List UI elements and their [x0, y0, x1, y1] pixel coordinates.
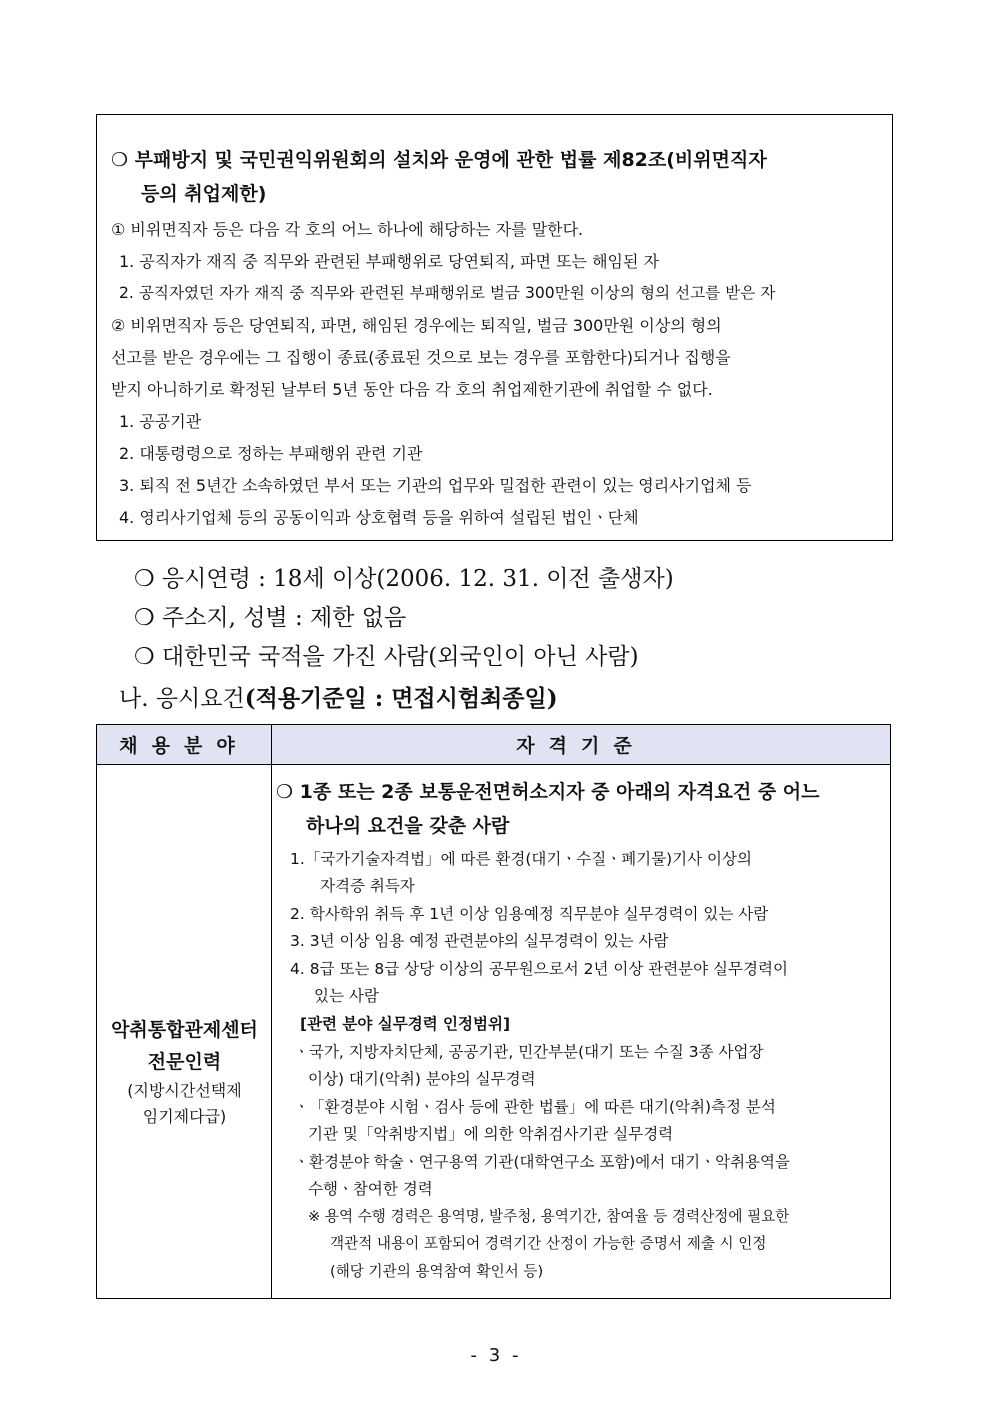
criteria-line: ㆍ환경분야 학술ㆍ연구용역 기관(대학연구소 포함)에서 대기ㆍ악취용역을	[294, 1153, 790, 1171]
criteria-line: 기관 및「악취방지법」에 의한 악취검사기관 실무경력	[308, 1125, 674, 1143]
criteria-cell	[271, 764, 891, 1299]
criteria-line: 4. 8급 또는 8급 상당 이상의 공무원으로서 2년 이상 관련분야 실무경력이	[290, 960, 788, 978]
field-sub-line1: (지방시간선택제	[127, 1081, 242, 1100]
law-line: 3. 퇴직 전 5년간 소속하였던 부서 또는 기관의 업무와 밀접한 관련이 있는 영리사기업체 등	[119, 476, 752, 495]
law-line: 1. 공공기관	[119, 412, 202, 431]
criteria-line: 3. 3년 이상 임용 예정 관련분야의 실무경력이 있는 사람	[290, 932, 669, 950]
law-line: ① 비위면직자 등은 다음 각 호의 어느 하나에 해당하는 자를 말한다.	[111, 220, 584, 239]
law-box	[96, 114, 893, 541]
law-line: 선고를 받은 경우에는 그 집행이 종료(종료된 것으로 보는 경우를 포함한다)되거나 집행을	[111, 348, 731, 367]
criteria-note: ※ 용역 수행 경력은 용역명, 발주청, 용역기간, 참여율 등 경력산정에 필요한	[308, 1208, 790, 1225]
criteria-line: 이상) 대기(악취) 분야의 실무경력	[308, 1070, 536, 1088]
bullet-nationality: ❍ 대한민국 국적을 가진 사람(외국인이 아닌 사람)	[134, 644, 639, 670]
criteria-line: 자격증 취득자	[320, 877, 415, 895]
criteria-note: (해당 기관의 용역참여 확인서 등)	[330, 1263, 544, 1280]
page-number: - 3 -	[470, 1345, 522, 1366]
bullet-age: ❍ 응시연령 : 18세 이상(2006. 12. 31. 이전 출생자)	[134, 566, 674, 592]
criteria-main-line2: 하나의 요건을 갖춘 사람	[306, 815, 510, 837]
law-line: 2. 대통령령으로 정하는 부패행위 관련 기관	[119, 444, 423, 463]
law-line: 2. 공직자였던 자가 재직 중 직무와 관련된 부패행위로 벌금 300만원 이상의 형의 선고를 받은 자	[119, 284, 776, 302]
criteria-line: ㆍ「환경분야 시험ㆍ검사 등에 관한 법률」에 따른 대기(악취)측정 분석	[294, 1098, 776, 1116]
section-bold: (적용기준일 : 면접시험최종일)	[244, 685, 558, 712]
criteria-line: 2. 학사학위 취득 후 1년 이상 임용예정 직무분야 실무경력이 있는 사람	[290, 905, 769, 923]
criteria-range-heading: [관련 분야 실무경력 인정범위]	[300, 1015, 511, 1033]
field-cell	[96, 764, 272, 1299]
field-name-line1: 악취통합관제센터	[111, 1019, 258, 1041]
requirements-table	[96, 724, 891, 1299]
law-title-line1: ❍ 부패방지 및 국민권익위원회의 설치와 운영에 관한 법률 제82조(비위면직자	[111, 149, 767, 171]
bullet-address-gender: ❍ 주소지, 성별 : 제한 없음	[134, 605, 407, 631]
criteria-line: 수행ㆍ참여한 경력	[308, 1180, 433, 1198]
law-line: 1. 공직자가 재직 중 직무와 관련된 부패행위로 당연퇴직, 파면 또는 해임된 자	[119, 252, 659, 271]
field-name-line2: 전문인력	[147, 1051, 222, 1073]
header-criteria: 자격기준	[271, 724, 891, 765]
criteria-line: 1.「국가기술자격법」에 따른 환경(대기ㆍ수질ㆍ폐기물)기사 이상의	[290, 850, 752, 868]
criteria-line: 있는 사람	[314, 987, 379, 1005]
law-line: ② 비위면직자 등은 당연퇴직, 파면, 해임된 경우에는 퇴직일, 벌금 300만원 이상의 형의	[111, 316, 722, 335]
criteria-note: 객관적 내용이 포함되어 경력기간 산정이 가능한 증명서 제출 시 인정	[330, 1235, 767, 1252]
criteria-main-line1: ❍ 1종 또는 2종 보통운전면허소지자 중 아래의 자격요건 중 어느	[276, 781, 820, 803]
law-line: 받지 아니하기로 확정된 날부터 5년 동안 다음 각 호의 취업제한기관에 취업할 수 없다.	[111, 380, 713, 399]
criteria-line: ㆍ국가, 지방자치단체, 공공기관, 민간부분(대기 또는 수질 3종 사업장	[294, 1043, 764, 1061]
section-prefix: 나. 응시요건	[119, 686, 245, 712]
header-field: 채용분야	[96, 724, 272, 765]
law-line: 4. 영리사기업체 등의 공동이익과 상호협력 등을 위하여 설립된 법인ㆍ단체	[119, 508, 639, 527]
field-sub-line2: 임기제다급)	[142, 1107, 227, 1126]
law-title-line2: 등의 취업제한)	[141, 183, 267, 205]
section-heading	[119, 680, 558, 713]
